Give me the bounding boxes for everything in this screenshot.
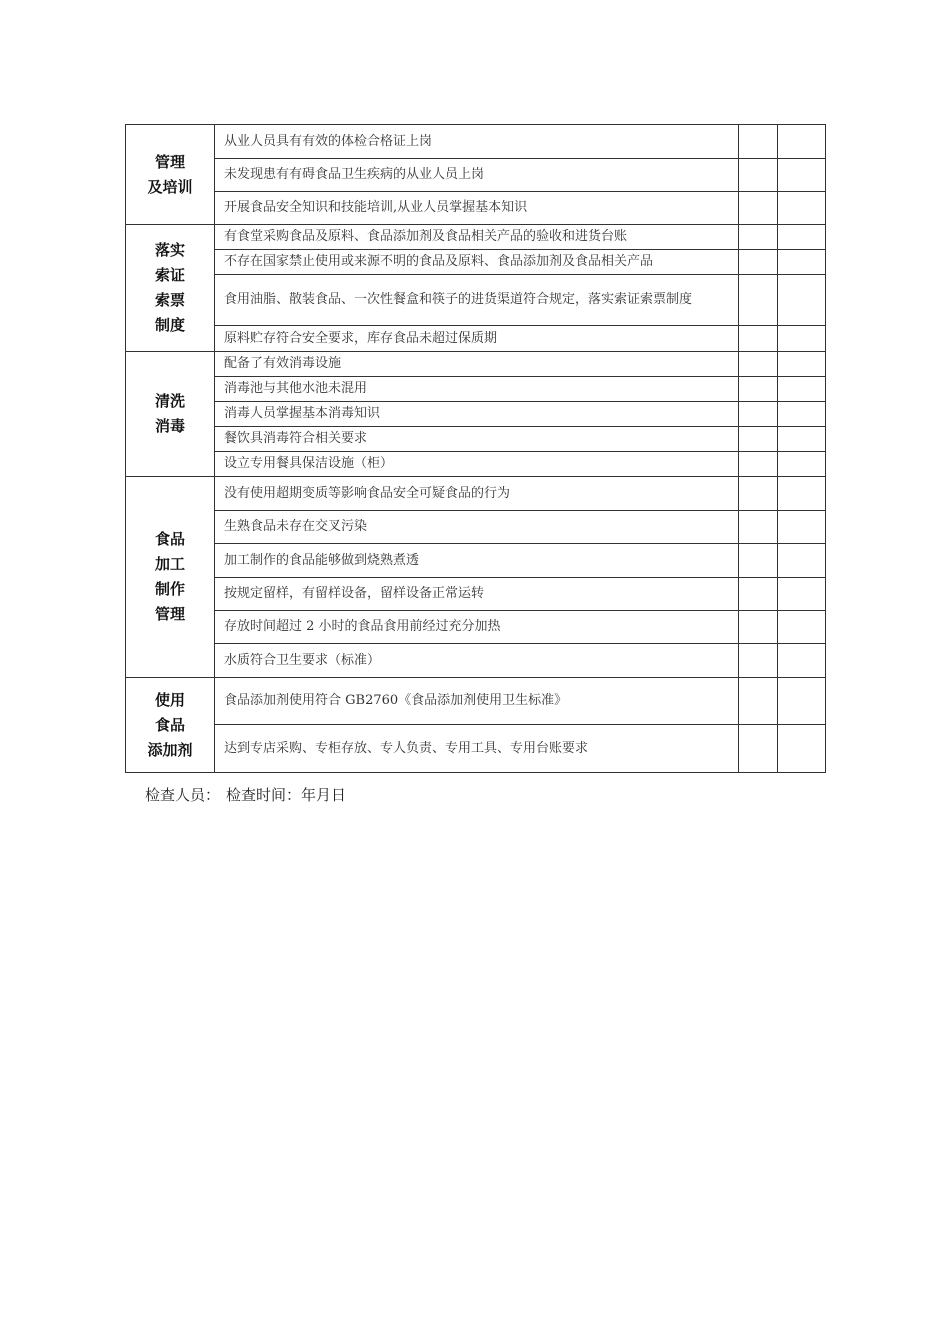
- section-category-label: 落实 索证 索票 制度: [126, 225, 215, 352]
- checklist-item-text: 按规定留样，有留样设备，留样设备正常运转: [215, 578, 739, 611]
- checklist-row: [126, 159, 826, 192]
- checklist-item-text: 水质符合卫生要求（标准）: [215, 644, 739, 678]
- check-cell-yes[interactable]: [739, 377, 778, 402]
- checklist-item-text: 未发现患有有碍食品卫生疾病的从业人员上岗: [215, 159, 739, 192]
- checklist-row: [126, 678, 826, 725]
- checklist-row: [126, 192, 826, 225]
- check-cell-no[interactable]: [778, 544, 826, 578]
- checklist-item-text: 不存在国家禁止使用或来源不明的食品及原料、食品添加剂及食品相关产品: [215, 250, 739, 275]
- check-cell-yes[interactable]: [739, 477, 778, 511]
- checklist-row: [126, 377, 826, 402]
- inspection-footer: [145, 784, 346, 805]
- checklist-item-text: 消毒池与其他水池未混用: [215, 377, 739, 402]
- check-cell-no[interactable]: [778, 611, 826, 644]
- check-cell-yes[interactable]: [739, 250, 778, 275]
- check-cell-yes[interactable]: [739, 725, 778, 773]
- section-category-label: 管理 及培训: [126, 125, 215, 225]
- checklist-item-text: 配备了有效消毒设施: [215, 352, 739, 377]
- section-category-label: 清洗 消毒: [126, 352, 215, 477]
- check-cell-no[interactable]: [778, 511, 826, 544]
- check-cell-no[interactable]: [778, 725, 826, 773]
- checklist-row: [126, 402, 826, 427]
- checklist-item-text: 设立专用餐具保洁设施（柜）: [215, 452, 739, 477]
- check-cell-no[interactable]: [778, 159, 826, 192]
- check-cell-yes[interactable]: [739, 225, 778, 250]
- checklist-row: [126, 578, 826, 611]
- checklist-item-text: 存放时间超过 2 小时的食品食用前经过充分加热: [215, 611, 739, 644]
- check-cell-no[interactable]: [778, 192, 826, 225]
- check-cell-yes[interactable]: [739, 578, 778, 611]
- inspector-label: 检查人员：: [145, 786, 221, 804]
- check-cell-no[interactable]: [778, 427, 826, 452]
- check-cell-yes[interactable]: [739, 192, 778, 225]
- checklist-row: [126, 544, 826, 578]
- checklist-row: [126, 725, 826, 773]
- checklist-row: [126, 477, 826, 511]
- check-cell-yes[interactable]: [739, 511, 778, 544]
- check-cell-no[interactable]: [778, 326, 826, 352]
- checklist-row: [126, 511, 826, 544]
- checklist-item-text: 生熟食品未存在交叉污染: [215, 511, 739, 544]
- check-cell-no[interactable]: [778, 644, 826, 678]
- check-cell-no[interactable]: [778, 452, 826, 477]
- checklist-item-text: 消毒人员掌握基本消毒知识: [215, 402, 739, 427]
- checklist-item-text: 开展食品安全知识和技能培训,从业人员掌握基本知识: [215, 192, 739, 225]
- checklist-item-text: 食用油脂、散装食品、一次性餐盒和筷子的进货渠道符合规定，落实索证索票制度: [215, 275, 739, 326]
- check-cell-no[interactable]: [778, 225, 826, 250]
- check-cell-yes[interactable]: [739, 159, 778, 192]
- check-cell-yes[interactable]: [739, 352, 778, 377]
- checklist-row: [126, 452, 826, 477]
- check-cell-yes[interactable]: [739, 452, 778, 477]
- check-cell-yes[interactable]: [739, 644, 778, 678]
- check-cell-no[interactable]: [778, 125, 826, 159]
- checklist-item-text: 原料贮存符合安全要求，库存食品未超过保质期: [215, 326, 739, 352]
- check-cell-yes[interactable]: [739, 326, 778, 352]
- checklist-item-text: 餐饮具消毒符合相关要求: [215, 427, 739, 452]
- checklist-row: [126, 225, 826, 250]
- inspection-checklist-table: [125, 124, 826, 773]
- section-category-label: 食品 加工 制作 管理: [126, 477, 215, 678]
- checklist-row: [126, 427, 826, 452]
- checklist-row: [126, 644, 826, 678]
- checklist-item-text: 食品添加剂使用符合 GB2760《食品添加剂使用卫生标准》: [215, 678, 739, 725]
- check-cell-no[interactable]: [778, 578, 826, 611]
- check-cell-yes[interactable]: [739, 678, 778, 725]
- checklist-row: [126, 275, 826, 326]
- section-category-label: 使用 食品 添加剂: [126, 678, 215, 773]
- check-cell-no[interactable]: [778, 377, 826, 402]
- check-cell-no[interactable]: [778, 678, 826, 725]
- check-cell-no[interactable]: [778, 402, 826, 427]
- check-cell-no[interactable]: [778, 250, 826, 275]
- check-cell-no[interactable]: [778, 352, 826, 377]
- check-cell-no[interactable]: [778, 477, 826, 511]
- checklist-row: [126, 352, 826, 377]
- inspection-time-label: 检查时间：年月日: [226, 786, 347, 804]
- check-cell-yes[interactable]: [739, 611, 778, 644]
- check-cell-no[interactable]: [778, 275, 826, 326]
- checklist-item-text: 没有使用超期变质等影响食品安全可疑食品的行为: [215, 477, 739, 511]
- check-cell-yes[interactable]: [739, 427, 778, 452]
- checklist-row: [126, 125, 826, 159]
- checklist-item-text: 有食堂采购食品及原料、食品添加剂及食品相关产品的验收和进货台账: [215, 225, 739, 250]
- checklist-row: [126, 250, 826, 275]
- check-cell-yes[interactable]: [739, 275, 778, 326]
- checklist-item-text: 加工制作的食品能够做到烧熟煮透: [215, 544, 739, 578]
- check-cell-yes[interactable]: [739, 125, 778, 159]
- checklist-row: [126, 611, 826, 644]
- check-cell-yes[interactable]: [739, 544, 778, 578]
- checklist-item-text: 从业人员具有有效的体检合格证上岗: [215, 125, 739, 159]
- check-cell-yes[interactable]: [739, 402, 778, 427]
- checklist-row: [126, 326, 826, 352]
- checklist-item-text: 达到专店采购、专柜存放、专人负责、专用工具、专用台账要求: [215, 725, 739, 773]
